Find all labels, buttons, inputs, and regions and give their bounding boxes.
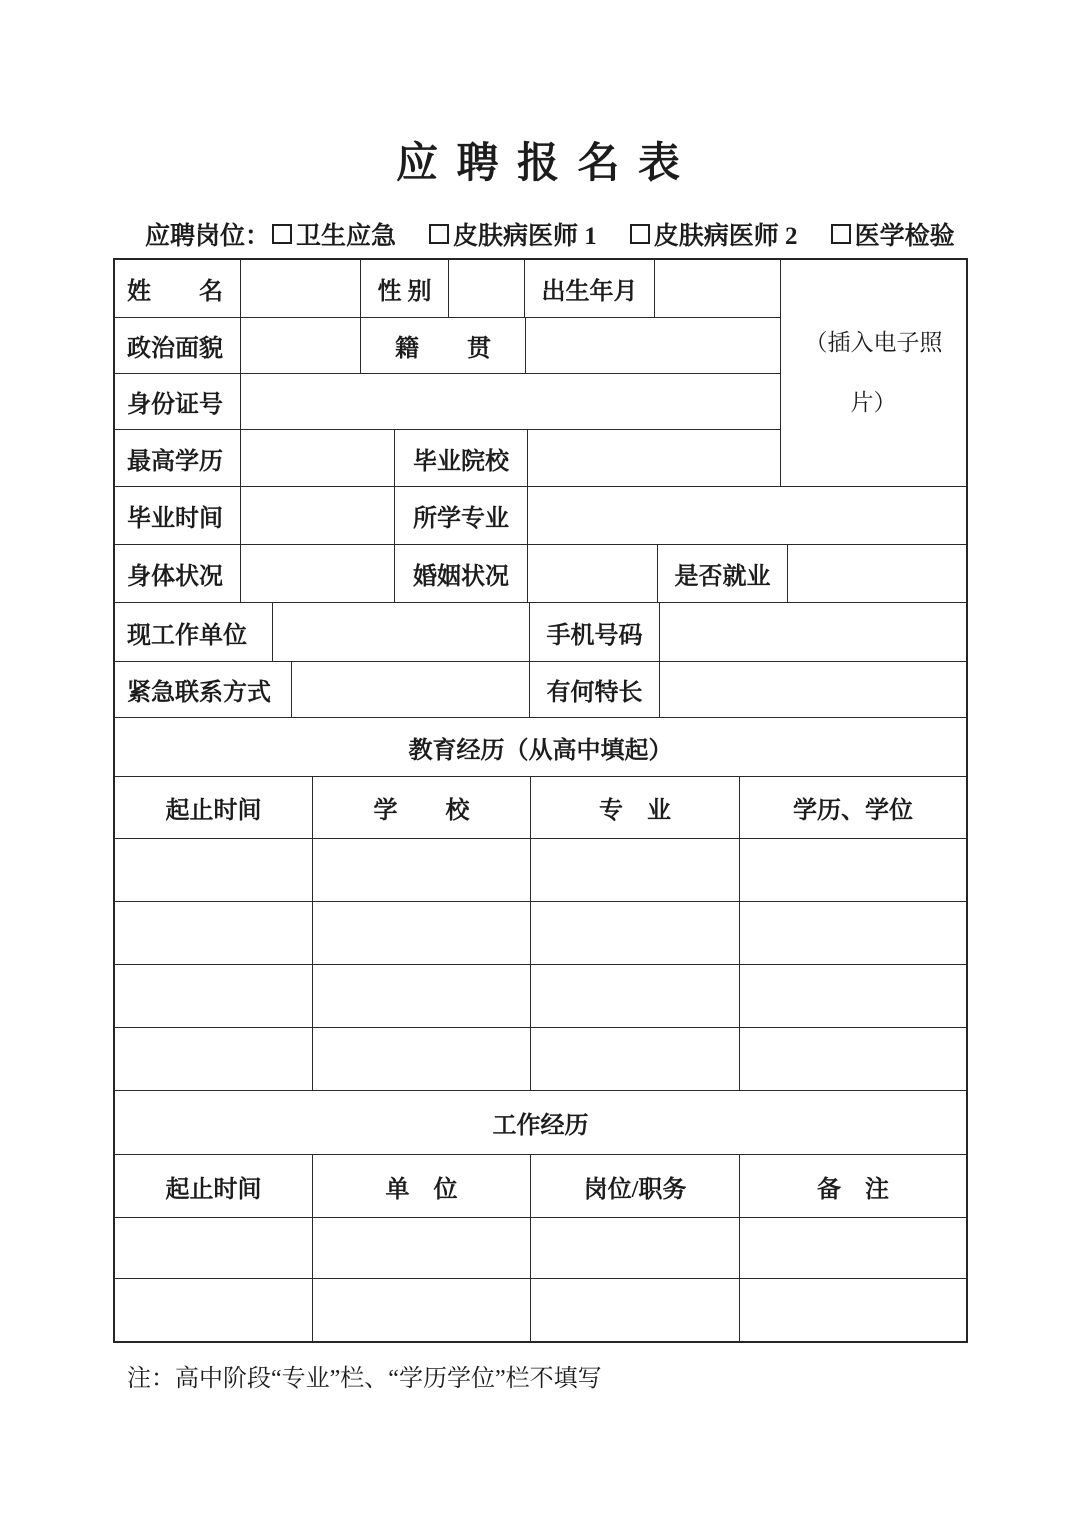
graduate-school-label: 毕业院校: [395, 430, 528, 487]
table-row: [115, 603, 966, 662]
birth-date-label: 出生年月: [525, 260, 655, 318]
highest-education-label: 最高学历: [115, 430, 241, 487]
gender-label: 性 别: [361, 260, 449, 318]
emergency-contact-label: 紧急联系方式: [115, 662, 292, 718]
table-row: [115, 545, 966, 603]
mobile-number-label: 手机号码: [530, 603, 660, 662]
emergency-contact-value-cell[interactable]: [292, 662, 530, 718]
edu-school-cell[interactable]: [313, 902, 531, 965]
checkbox-medical-lab[interactable]: [831, 216, 955, 252]
work-remarks-cell[interactable]: [740, 1279, 966, 1341]
work-col-unit: 单 位: [313, 1155, 531, 1218]
footnote: 注：高中阶段“专业”栏、“学历学位”栏不填写: [127, 1366, 602, 1392]
education-section-header-row: [115, 718, 966, 777]
current-employer-label: 现工作单位: [115, 603, 273, 662]
work-remarks-cell[interactable]: [740, 1218, 966, 1279]
checkbox-health-emergency[interactable]: [272, 216, 396, 252]
work-header-row: [115, 1155, 966, 1218]
checkbox-dermatologist-1[interactable]: [429, 216, 597, 252]
education-entry-row: [115, 965, 966, 1028]
current-employer-value-cell[interactable]: [273, 603, 530, 662]
checkbox-icon[interactable]: [630, 224, 650, 244]
graduation-time-label: 毕业时间: [115, 487, 241, 545]
gender-value-cell[interactable]: [449, 260, 525, 318]
work-period-cell[interactable]: [115, 1218, 313, 1279]
work-col-remarks: 备 注: [740, 1155, 966, 1218]
checkbox-icon[interactable]: [272, 224, 292, 244]
specialty-value-cell[interactable]: [660, 662, 966, 718]
photo-placeholder-text: 片）: [850, 390, 897, 415]
employed-label: 是否就业: [658, 545, 788, 603]
edu-major-cell[interactable]: [531, 965, 740, 1028]
health-status-label: 身体状况: [115, 545, 241, 603]
work-entry-row: [115, 1279, 966, 1341]
work-period-cell[interactable]: [115, 1279, 313, 1341]
native-place-value-cell[interactable]: [526, 318, 780, 374]
specialty-label: 有何特长: [530, 662, 660, 718]
highest-education-value-cell[interactable]: [241, 430, 395, 487]
edu-period-cell[interactable]: [115, 902, 313, 965]
edu-col-school: 学 校: [313, 777, 531, 839]
marital-status-value-cell[interactable]: [528, 545, 658, 603]
edu-degree-cell[interactable]: [740, 965, 966, 1028]
name-value-cell[interactable]: [241, 260, 361, 318]
native-place-label: 籍 贯: [361, 318, 526, 374]
table-row: [115, 662, 966, 718]
personal-info-section: [115, 260, 966, 487]
education-entry-row: [115, 1028, 966, 1091]
edu-major-cell[interactable]: [531, 902, 740, 965]
work-col-period: 起止时间: [115, 1155, 313, 1218]
education-section-title: 教育经历（从高中填起）: [115, 718, 966, 777]
edu-school-cell[interactable]: [313, 965, 531, 1028]
photo-placeholder-cell[interactable]: [780, 260, 966, 487]
photo-placeholder-text: （插入电子照: [804, 330, 943, 356]
edu-major-cell[interactable]: [531, 1028, 740, 1091]
mobile-number-value-cell[interactable]: [660, 603, 966, 662]
checkbox-icon[interactable]: [831, 224, 851, 244]
major-studied-value-cell[interactable]: [528, 487, 966, 545]
education-header-row: [115, 777, 966, 839]
edu-period-cell[interactable]: [115, 1028, 313, 1091]
checkbox-label: 皮肤病医师 2: [653, 223, 798, 250]
edu-period-cell[interactable]: [115, 839, 313, 902]
work-position-cell[interactable]: [531, 1279, 740, 1341]
edu-school-cell[interactable]: [313, 1028, 531, 1091]
major-studied-label: 所学专业: [395, 487, 528, 545]
work-unit-cell[interactable]: [313, 1279, 531, 1341]
work-section-header-row: [115, 1091, 966, 1155]
birth-date-value-cell[interactable]: [655, 260, 780, 318]
checkbox-label: 医学检验: [854, 223, 955, 250]
work-entry-row: [115, 1218, 966, 1279]
graduate-school-value-cell[interactable]: [528, 430, 780, 487]
political-status-value-cell[interactable]: [241, 318, 361, 374]
application-form-table: [113, 258, 968, 1343]
employed-value-cell[interactable]: [788, 545, 966, 603]
checkbox-dermatologist-2[interactable]: [630, 216, 798, 252]
political-status-label: 政治面貌: [115, 318, 241, 374]
education-entry-row: [115, 902, 966, 965]
health-status-value-cell[interactable]: [241, 545, 395, 603]
page-title: 应 聘 报 名 表: [395, 141, 684, 187]
position-selection-row: [145, 216, 955, 252]
edu-col-degree: 学历、学位: [740, 777, 966, 839]
name-label: 姓 名: [115, 260, 241, 318]
id-number-label: 身份证号: [115, 374, 241, 430]
edu-col-major: 专 业: [531, 777, 740, 839]
checkbox-label: 卫生应急: [296, 223, 397, 250]
edu-period-cell[interactable]: [115, 965, 313, 1028]
work-unit-cell[interactable]: [313, 1218, 531, 1279]
checkbox-icon[interactable]: [429, 224, 449, 244]
table-row: [115, 487, 966, 545]
marital-status-label: 婚姻状况: [395, 545, 528, 603]
edu-major-cell[interactable]: [531, 839, 740, 902]
education-entry-row: [115, 839, 966, 902]
edu-degree-cell[interactable]: [740, 902, 966, 965]
work-col-position: 岗位/职务: [531, 1155, 740, 1218]
work-section-title: 工作经历: [115, 1091, 966, 1155]
graduation-time-value-cell[interactable]: [241, 487, 395, 545]
checkbox-label: 皮肤病医师 1: [453, 223, 597, 250]
edu-col-period: 起止时间: [115, 777, 313, 839]
edu-school-cell[interactable]: [313, 839, 531, 902]
work-position-cell[interactable]: [531, 1218, 740, 1279]
position-label: 应聘岗位：: [145, 223, 271, 250]
id-number-value-cell[interactable]: [241, 374, 780, 430]
edu-degree-cell[interactable]: [740, 839, 966, 902]
edu-degree-cell[interactable]: [740, 1028, 966, 1091]
